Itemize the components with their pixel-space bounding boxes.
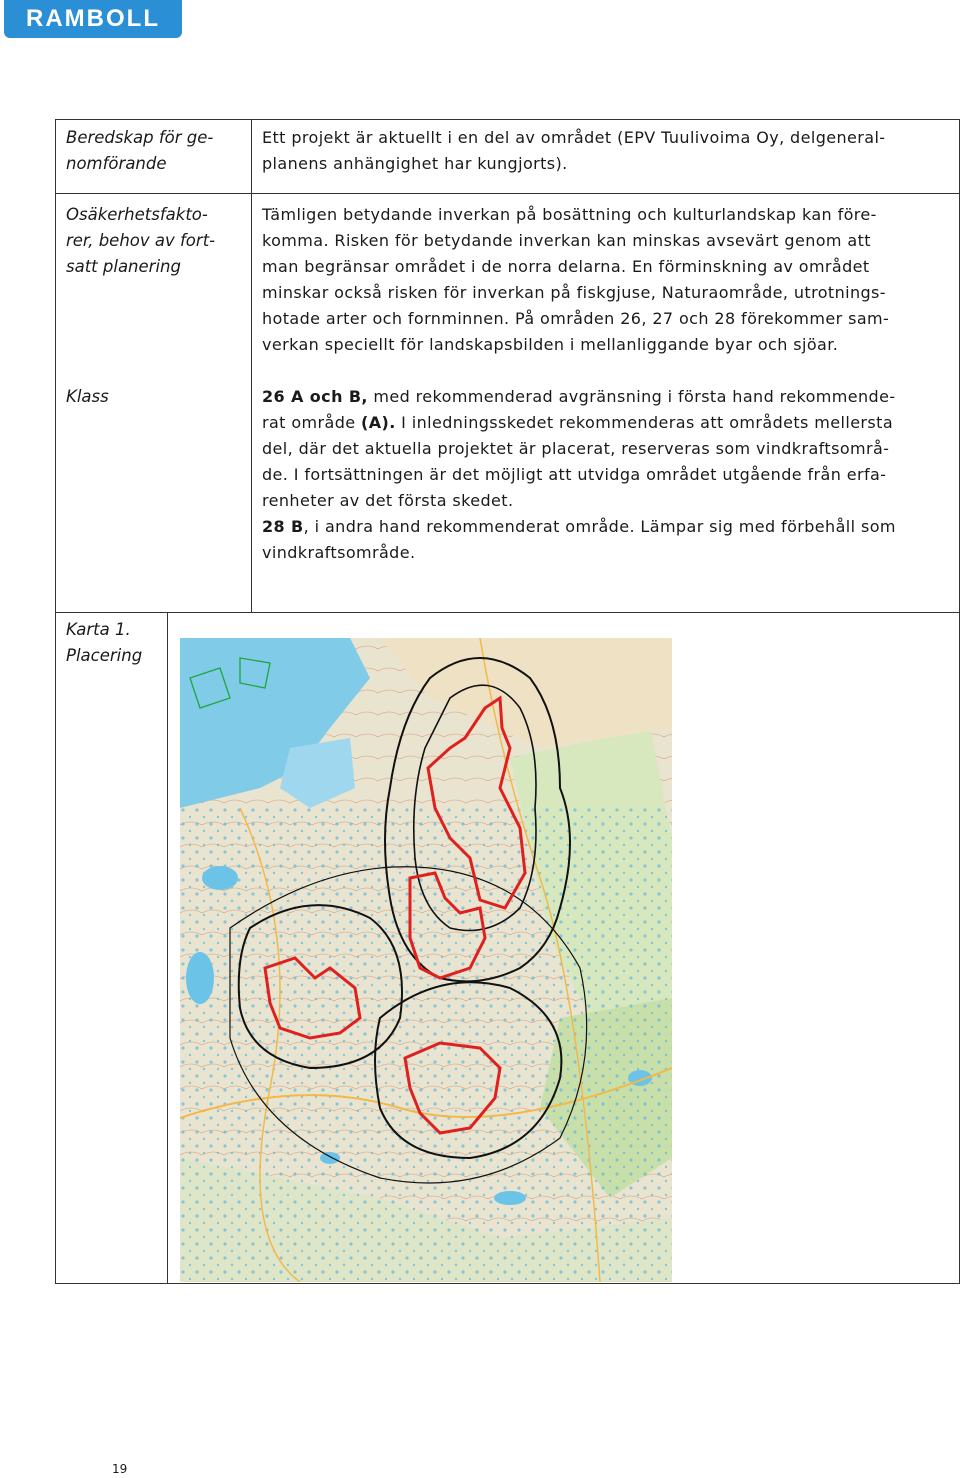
row-text-klass bbox=[262, 384, 956, 566]
placement-map bbox=[180, 638, 672, 1282]
row-divider bbox=[55, 193, 960, 194]
klass-paragraph-1 bbox=[262, 384, 956, 514]
row-label-beredskap: Beredskap för ge- nomförande bbox=[66, 128, 214, 173]
klass-28b-bold: 28 B bbox=[262, 517, 304, 536]
klass-a-bold: (A). bbox=[361, 413, 396, 432]
ramboll-logo: RAMBOLL bbox=[4, 0, 182, 38]
klass-text-2: I inledningsskedet rekommenderas att områdets mellersta del, där det aktuella projektet är placerat, reserveras som vindkraftsområ- de. I fortsättningen är det möjligt att utvidga området utgående från erfa- renheter av det första skedet. bbox=[262, 413, 894, 510]
map-lake-4 bbox=[320, 1152, 340, 1164]
map-lake-1 bbox=[202, 866, 238, 890]
map-table-divider bbox=[167, 612, 168, 1284]
klass-text-3: , i andra hand rekommenderat område. Lämpar sig med förbehåll som vindkraftsområde. bbox=[262, 517, 896, 562]
map-small-lakes bbox=[180, 808, 672, 1282]
page-number: 19 bbox=[112, 1462, 128, 1476]
map-lake-2 bbox=[186, 952, 214, 1004]
row-text-osakerhet: Tämligen betydande inverkan på bosättning och kulturlandskap kan före- komma. Risken för betydande inverkan kan minskas avsevärt genom att man begränsar området i de norra delarna. En förminskning av området minskar också risken för inverkan på fiskgjuse, Naturaområde, utrotnings- hotade arter och fornminnen. På områden 26, 27 och 28 förekommer sam- verkan speciellt för landskapsbilden i mellanliggande byar och sjöar. bbox=[262, 205, 890, 354]
klass-text-1: med rekommenderad avgränsning i första hand rekommende- rat område bbox=[262, 387, 896, 432]
map-label: Karta 1. Placering bbox=[66, 620, 143, 665]
klass-26-bold: 26 A och B, bbox=[262, 387, 368, 406]
row-text-beredskap: Ett projekt är aktuellt i en del av området (EPV Tuulivoima Oy, delgeneral- planens anhängighet har kungjorts). bbox=[262, 128, 886, 173]
row-label-osakerhet: Osäkerhetsfakto- rer, behov av fort- satt planering bbox=[66, 205, 216, 276]
klass-paragraph-2 bbox=[262, 514, 956, 566]
row-label-klass: Klass bbox=[66, 387, 109, 406]
map-svg bbox=[180, 638, 672, 1282]
map-lake-5 bbox=[494, 1191, 526, 1205]
